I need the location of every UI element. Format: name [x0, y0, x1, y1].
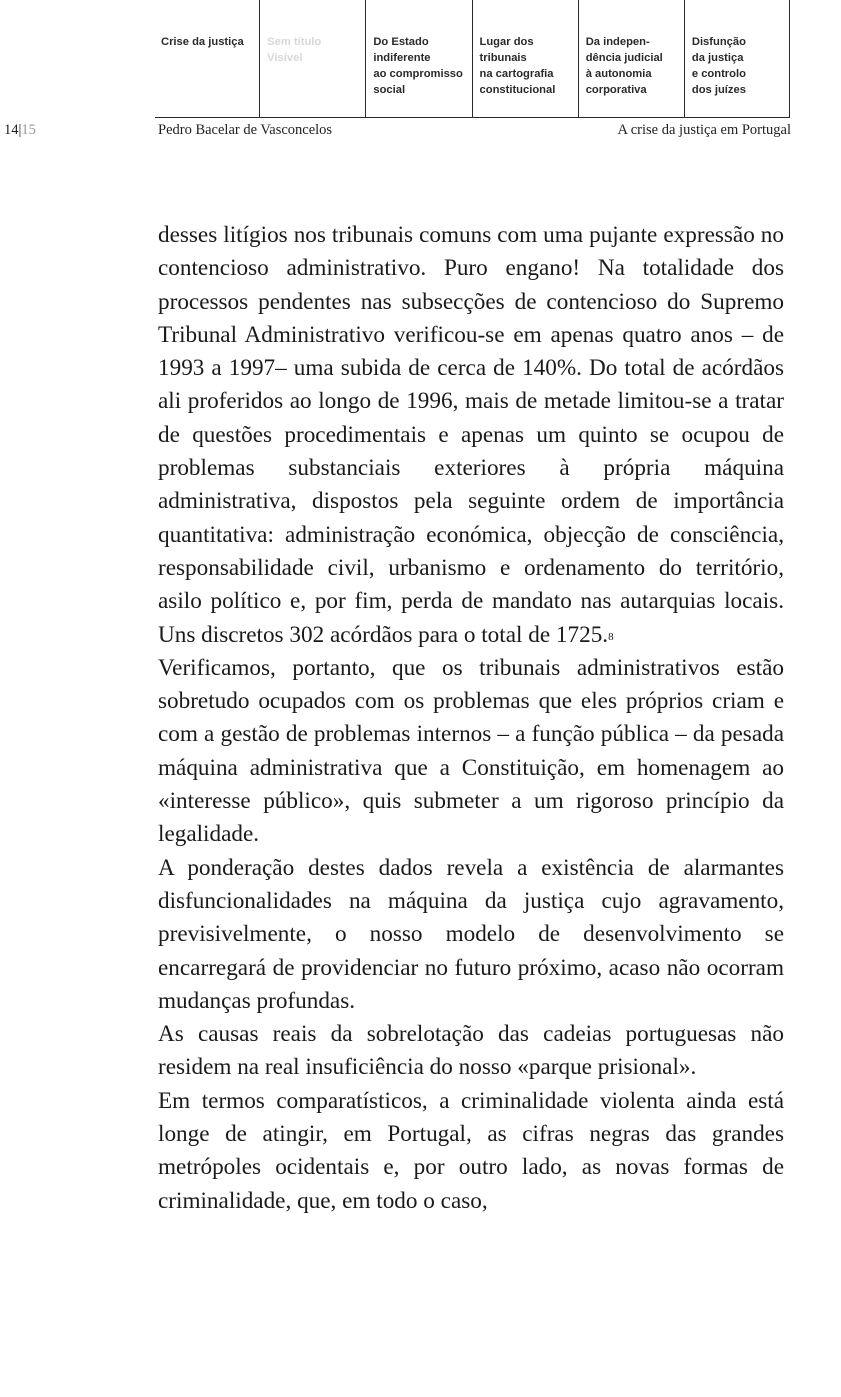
paragraph	[158, 219, 784, 652]
paragraph: Em termos comparatísticos, a criminalidade violenta ainda está longe de atingir, em Portugal, as cifras negras das grandes metrópoles ocidentais e, por outro lado, as novas formas de criminalidade, que, em todo o caso,	[158, 1087, 784, 1214]
paragraph: Verificamos, portanto, que os tribunais administrativos estão sobretudo ocupados com os problemas que eles próprios criam e com a gestão de problemas internos – a função pública – da pesada máquina administrativa que a Constituição, em homenagem ao «interesse público», quis submeter a um rigoroso princípio da legalidade.	[158, 654, 784, 848]
page-number-current: 14	[4, 122, 19, 138]
page-number-separator: |	[18, 122, 22, 138]
section-tab: Disfunção da justiça e controlo dos juízes	[684, 0, 790, 118]
section-tab: Da indepen- dência judicial à autonomia corporativa	[578, 0, 684, 118]
footnote-reference: 8	[608, 630, 614, 643]
paragraph: A ponderação destes dados revela a existência de alarmantes disfuncionalidades na máquina da justiça cujo agravamento, previsivelmente, o nosso modelo de desenvolvimento se encarregará de providenciar no futuro próximo, acaso não ocorram mudanças profundas.	[158, 854, 784, 1014]
section-tab: Sem título Visível	[259, 0, 365, 118]
section-tab: Lugar dos tribunais na cartografia constitucional	[472, 0, 578, 118]
page-number	[4, 122, 36, 139]
section-tab: Do Estado indiferente ao compromisso social	[365, 0, 471, 118]
running-title: A crise da justiça em Portugal	[617, 122, 791, 138]
body-text	[158, 219, 784, 1218]
paragraph: As causas reais da sobrelotação das cadeias portuguesas não residem na real insuficiência do nosso «parque prisional».	[158, 1021, 784, 1081]
page-number-next: 15	[21, 122, 36, 138]
paragraph-text: desses litígios nos tribunais comuns com uma pujante expressão no contencioso administrativo. Puro engano! Na totalidade dos processos pendentes nas subsecções de contencioso do Supremo Tribunal Administrativo verificou-se em apenas quatro anos – de 1993 a 1997– uma subida de cerca de 140%. Do total de acórdãos ali proferidos ao longo de 1996, mais de metade limitou-se a tratar de questões procedimentais e apenas um quinto se ocupou de problemas substanciais exteriores à própria máquina administrativa, dispostos pela seguinte ordem de importância quantitativa: administração económica, objecção de consciência, responsabilidade civil, urbanismo e ordenamento do território, asilo político e, por fim, perda de mandato nas autarquias locais. Uns discretos 302 acórdãos para o total de 1725.	[158, 222, 784, 648]
tabs-right-border	[789, 0, 790, 118]
section-tabs	[155, 0, 790, 118]
section-tab: Crise da justiça	[155, 0, 259, 118]
running-header	[0, 122, 841, 146]
author-name: Pedro Bacelar de Vasconcelos	[158, 122, 333, 138]
